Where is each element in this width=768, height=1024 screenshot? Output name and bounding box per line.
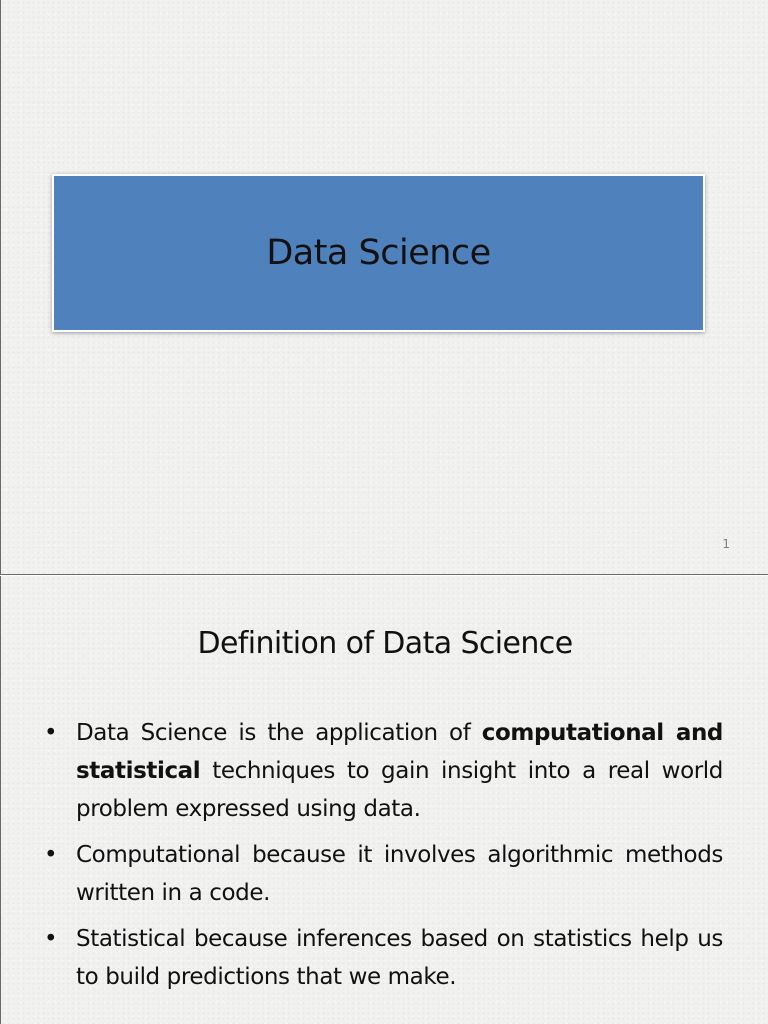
- slide-number: 1: [722, 537, 730, 551]
- bullet-text-bold: computational and statistical: [76, 720, 723, 784]
- bullet-text-post: techniques to gain insight into a real world problem expressed using data.: [76, 758, 723, 822]
- slide-title: Data Science: [266, 233, 491, 273]
- slide-heading: Definition of Data Science: [197, 626, 573, 661]
- bullet-item: [41, 836, 723, 912]
- title-box: [52, 174, 705, 332]
- bullet-item: [41, 714, 723, 828]
- bullet-item: [41, 920, 723, 996]
- slide-2: [0, 576, 768, 1024]
- bullet-text: Computational because it involves algorithmic methods written in a code.: [76, 842, 723, 906]
- bullet-text-pre: Data Science is the application of: [76, 720, 482, 746]
- bullet-list: [41, 714, 723, 1004]
- bullet-text: Statistical because inferences based on statistics help us to build predictions that we make.: [76, 926, 723, 990]
